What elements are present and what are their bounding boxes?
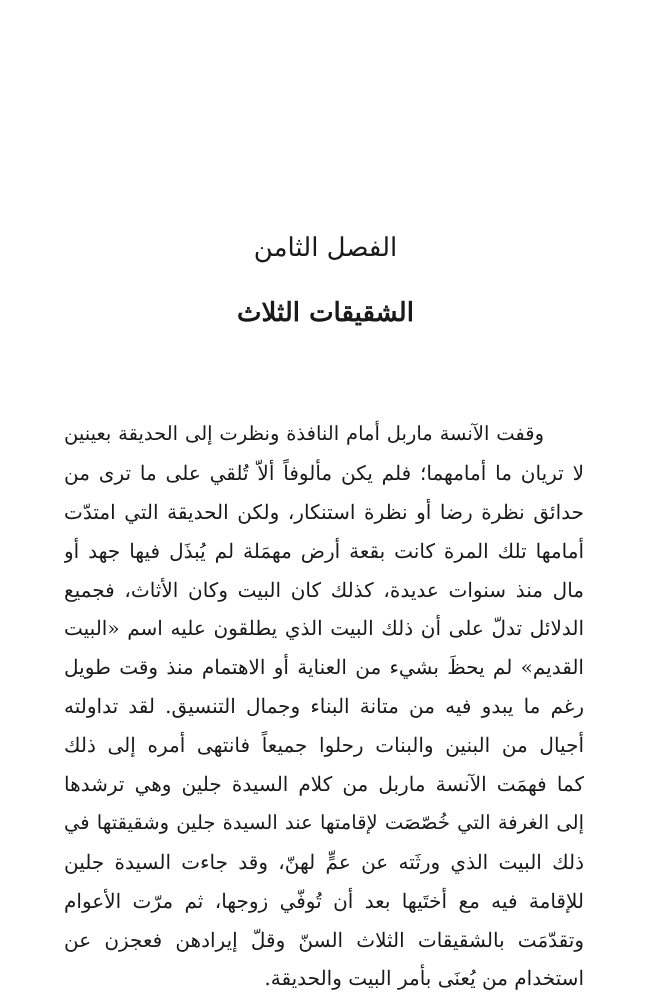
- chapter-title: الفصل الثامن: [253, 233, 398, 263]
- paragraph-line: مال منذ سنوات عديدة، كذلك كان البيت وكان الأثاث، فجميع: [64, 577, 584, 602]
- paragraph-line: استخدام من يُعنَى بأمر البيت والحديقة.: [264, 966, 584, 991]
- paragraph-line: القديم» لم يحظَ بشيء من العناية أو الاهتمام منذ وقت طويل: [64, 655, 584, 680]
- paragraph-line: أجيال من البنين والبنات رحلوا جميعاً فانتهى أمره إلى ذلك: [64, 733, 584, 758]
- paragraph-line: وقفت الآنسة ماربل أمام النافذة ونظرت إلى الحديقة بعينين: [64, 422, 544, 445]
- chapter-subtitle: الشقيقات الثلاث: [237, 298, 414, 328]
- paragraph-line: إلى الغرفة التي خُصّصَت لإقامتها عند السيدة جلين وشقيقتها في: [64, 810, 584, 834]
- chapter-paragraph: [64, 415, 584, 998]
- paragraph-line: كما فهمَت الآنسة ماربل من كلام السيدة جلين وهي ترشدها: [64, 772, 584, 797]
- paragraph-line: لا تريان ما أمامهما؛ فلم يكن مألوفاً ألاّ تُلقي على ما ترى من: [64, 460, 584, 485]
- paragraph-line: للإقامة فيه مع أختَيها بعد أن تُوفّي زوجها، ثم مرّت الأعوام: [64, 888, 584, 913]
- paragraph-line: وتقدّمَت بالشقيقات الثلاث السنّ وقلّ إيرادهن فعجزن عن: [64, 927, 584, 952]
- paragraph-line: رغم ما يبدو فيه من متانة البناء وجمال التنسيق. لقد تداولته: [64, 694, 584, 719]
- paragraph-line: الدلائل تدلّ على أن ذلك البيت الذي يطلقون عليه اسم «البيت: [64, 616, 584, 641]
- paragraph-line: ذلك البيت الذي ورثَته عن عمٍّ لهنّ، وقد جاءت السيدة جلين: [64, 849, 584, 874]
- paragraph-line: أمامها تلك المرة كانت بقعة أرض مهمَلة لم يُبذَل فيها جهد أو: [64, 538, 584, 563]
- paragraph-line: حدائق نظرة رضا أو نظرة استنكار، ولكن الحديقة التي امتدّت: [64, 499, 584, 524]
